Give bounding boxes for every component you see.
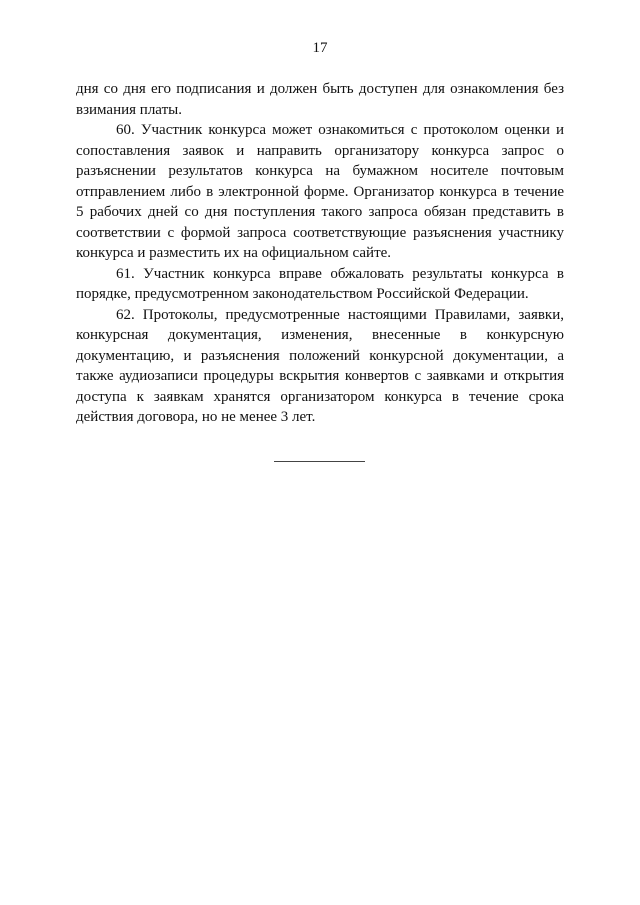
document-body [76,79,564,428]
paragraph-continuation: дня со дня его подписания и должен быть доступен для ознакомления без взимания платы. [76,81,564,118]
end-of-document-rule [274,461,365,462]
page-number: 17 [312,40,328,56]
paragraph-61: 61. Участник конкурса вправе обжаловать результаты конкурса в порядке, предусмотренном законодательством Российской Федерации. [76,265,564,302]
paragraph-62: 62. Протоколы, предусмотренные настоящими Правилами, заявки, конкурсная документация, изменения, внесенные в конкурсную документацию, и разъяснения положений конкурсной документации, а также аудиозаписи процедуры вскрытия конвертов с заявками и открытия доступа к заявкам хранятся организатором конкурса в течение срока действия договора, но не менее 3 лет. [76,306,564,425]
paragraph-60: 60. Участник конкурса может ознакомиться с протоколом оценки и сопоставления заявок и направить организатору конкурса запрос о разъяснении результатов конкурса на бумажном носителе почтовым отправлением либо в электронной форме. Организатор конкурса в течение 5 рабочих дней со дня поступления такого запроса обязан представить в соответствии с формой запроса соответствующие разъяснения участнику конкурса и разместить их на официальном сайте. [76,122,564,261]
